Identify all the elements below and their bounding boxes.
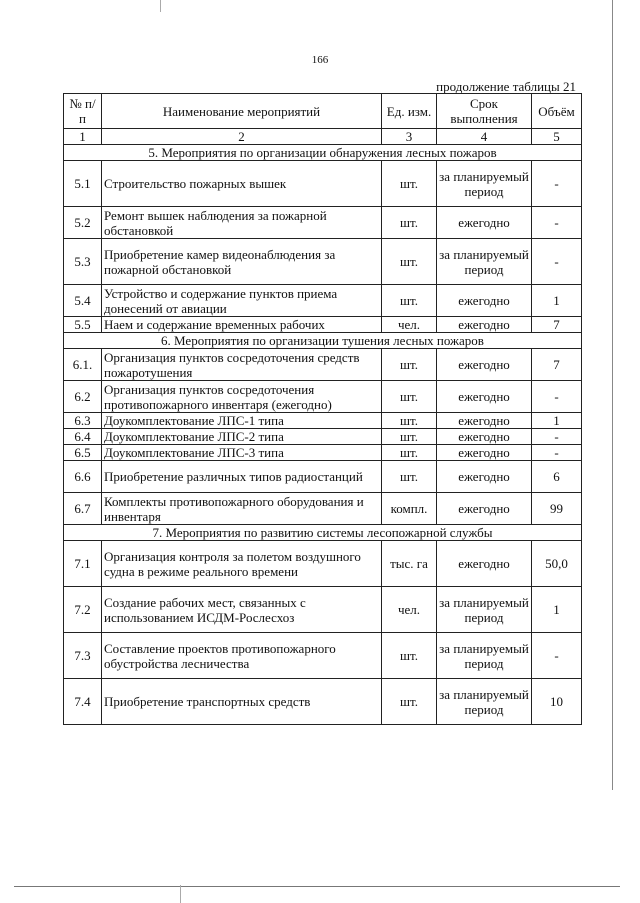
row-name: Организация пунктов сосредоточения противопожарного инвентаря (ежегодно) <box>102 381 382 413</box>
col-number: 3 <box>382 129 437 145</box>
row-unit: шт. <box>382 429 437 445</box>
row-unit: тыс. га <box>382 541 437 587</box>
row-unit: шт. <box>382 285 437 317</box>
table-row <box>64 207 582 239</box>
table-row <box>64 239 582 285</box>
section-row <box>64 145 582 161</box>
row-volume: - <box>532 429 582 445</box>
row-term: ежегодно <box>437 207 532 239</box>
row-name: Приобретение транспортных средств <box>102 679 382 725</box>
table-row <box>64 541 582 587</box>
header-num: № п/п <box>64 94 102 129</box>
row-term: за планируемый период <box>437 633 532 679</box>
row-volume: 10 <box>532 679 582 725</box>
row-name: Приобретение различных типов радиостанций <box>102 461 382 493</box>
col-number: 5 <box>532 129 582 145</box>
row-volume: 7 <box>532 349 582 381</box>
scan-edge-mark <box>160 0 161 12</box>
row-num: 7.2 <box>64 587 102 633</box>
row-volume: - <box>532 207 582 239</box>
row-num: 6.4 <box>64 429 102 445</box>
row-unit: шт. <box>382 207 437 239</box>
header-row <box>64 94 582 129</box>
col-number: 1 <box>64 129 102 145</box>
table-row <box>64 633 582 679</box>
column-number-row <box>64 129 582 145</box>
section-title: 5. Мероприятия по организации обнаружения лесных пожаров <box>64 145 582 161</box>
row-term: ежегодно <box>437 461 532 493</box>
row-term: за планируемый период <box>437 679 532 725</box>
col-number: 2 <box>102 129 382 145</box>
row-num: 6.2 <box>64 381 102 413</box>
row-name: Доукомплектование ЛПС-2 типа <box>102 429 382 445</box>
row-num: 5.4 <box>64 285 102 317</box>
row-name: Наем и содержание временных рабочих <box>102 317 382 333</box>
row-term: за планируемый период <box>437 587 532 633</box>
col-number: 4 <box>437 129 532 145</box>
row-num: 6.1. <box>64 349 102 381</box>
table-row <box>64 445 582 461</box>
row-name: Организация пунктов сосредоточения средств пожаротушения <box>102 349 382 381</box>
page-number: 166 <box>311 54 329 66</box>
row-name: Составление проектов противопожарного обустройства лесничества <box>102 633 382 679</box>
row-term: ежегодно <box>437 285 532 317</box>
row-term: за планируемый период <box>437 161 532 207</box>
table-row <box>64 413 582 429</box>
row-name: Доукомплектование ЛПС-1 типа <box>102 413 382 429</box>
table-row <box>64 161 582 207</box>
row-volume: - <box>532 445 582 461</box>
row-term: ежегодно <box>437 493 532 525</box>
row-num: 5.5 <box>64 317 102 333</box>
table-row <box>64 493 582 525</box>
header-volume: Объём <box>532 94 582 129</box>
row-unit: чел. <box>382 317 437 333</box>
scan-edge-mark <box>180 885 181 903</box>
row-name: Доукомплектование ЛПС-3 типа <box>102 445 382 461</box>
row-unit: шт. <box>382 349 437 381</box>
table-row <box>64 587 582 633</box>
table-row <box>64 317 582 333</box>
row-volume: 6 <box>532 461 582 493</box>
row-num: 7.4 <box>64 679 102 725</box>
row-unit: шт. <box>382 239 437 285</box>
row-volume: 1 <box>532 285 582 317</box>
row-volume: - <box>532 161 582 207</box>
row-volume: - <box>532 239 582 285</box>
row-term: за планируемый период <box>437 239 532 285</box>
row-name: Организация контроля за полетом воздушного судна в режиме реального времени <box>102 541 382 587</box>
row-unit: чел. <box>382 587 437 633</box>
row-unit: шт. <box>382 679 437 725</box>
row-unit: шт. <box>382 445 437 461</box>
table-row <box>64 285 582 317</box>
row-num: 5.3 <box>64 239 102 285</box>
section-row <box>64 525 582 541</box>
row-unit: шт. <box>382 413 437 429</box>
table-row <box>64 381 582 413</box>
row-name: Создание рабочих мест, связанных с использованием ИСДМ-Рослесхоз <box>102 587 382 633</box>
row-unit: шт. <box>382 381 437 413</box>
row-volume: 7 <box>532 317 582 333</box>
row-name: Комплекты противопожарного оборудования и инвентаря <box>102 493 382 525</box>
row-num: 5.2 <box>64 207 102 239</box>
header-unit: Ед. изм. <box>382 94 437 129</box>
table-row <box>64 679 582 725</box>
row-unit: шт. <box>382 161 437 207</box>
scan-edge-line <box>14 886 620 887</box>
row-term: ежегодно <box>437 349 532 381</box>
row-unit: шт. <box>382 461 437 493</box>
row-num: 6.5 <box>64 445 102 461</box>
scan-edge-line <box>612 0 613 790</box>
section-title: 7. Мероприятия по развитию системы лесопожарной службы <box>64 525 582 541</box>
table-row <box>64 461 582 493</box>
section-title: 6. Мероприятия по организации тушения лесных пожаров <box>64 333 582 349</box>
table-row <box>64 429 582 445</box>
row-volume: - <box>532 633 582 679</box>
row-term: ежегодно <box>437 541 532 587</box>
table-continuation-caption: продолжение таблицы 21 <box>436 79 576 94</box>
row-num: 7.1 <box>64 541 102 587</box>
row-num: 6.3 <box>64 413 102 429</box>
row-name: Строительство пожарных вышек <box>102 161 382 207</box>
row-volume: 50,0 <box>532 541 582 587</box>
row-num: 6.7 <box>64 493 102 525</box>
section-row <box>64 333 582 349</box>
row-volume: 99 <box>532 493 582 525</box>
header-term: Срок выполнения <box>437 94 532 129</box>
row-volume: 1 <box>532 587 582 633</box>
row-num: 5.1 <box>64 161 102 207</box>
row-term: ежегодно <box>437 445 532 461</box>
row-term: ежегодно <box>437 317 532 333</box>
row-term: ежегодно <box>437 413 532 429</box>
header-name: Наименование мероприятий <box>102 94 382 129</box>
row-num: 6.6 <box>64 461 102 493</box>
row-unit: шт. <box>382 633 437 679</box>
row-unit: компл. <box>382 493 437 525</box>
row-volume: - <box>532 381 582 413</box>
row-term: ежегодно <box>437 429 532 445</box>
row-term: ежегодно <box>437 381 532 413</box>
table-row <box>64 349 582 381</box>
row-name: Приобретение камер видеонаблюдения за пожарной обстановкой <box>102 239 382 285</box>
row-name: Ремонт вышек наблюдения за пожарной обстановкой <box>102 207 382 239</box>
measures-table <box>63 93 582 725</box>
row-volume: 1 <box>532 413 582 429</box>
row-name: Устройство и содержание пунктов приема донесений от авиации <box>102 285 382 317</box>
row-num: 7.3 <box>64 633 102 679</box>
